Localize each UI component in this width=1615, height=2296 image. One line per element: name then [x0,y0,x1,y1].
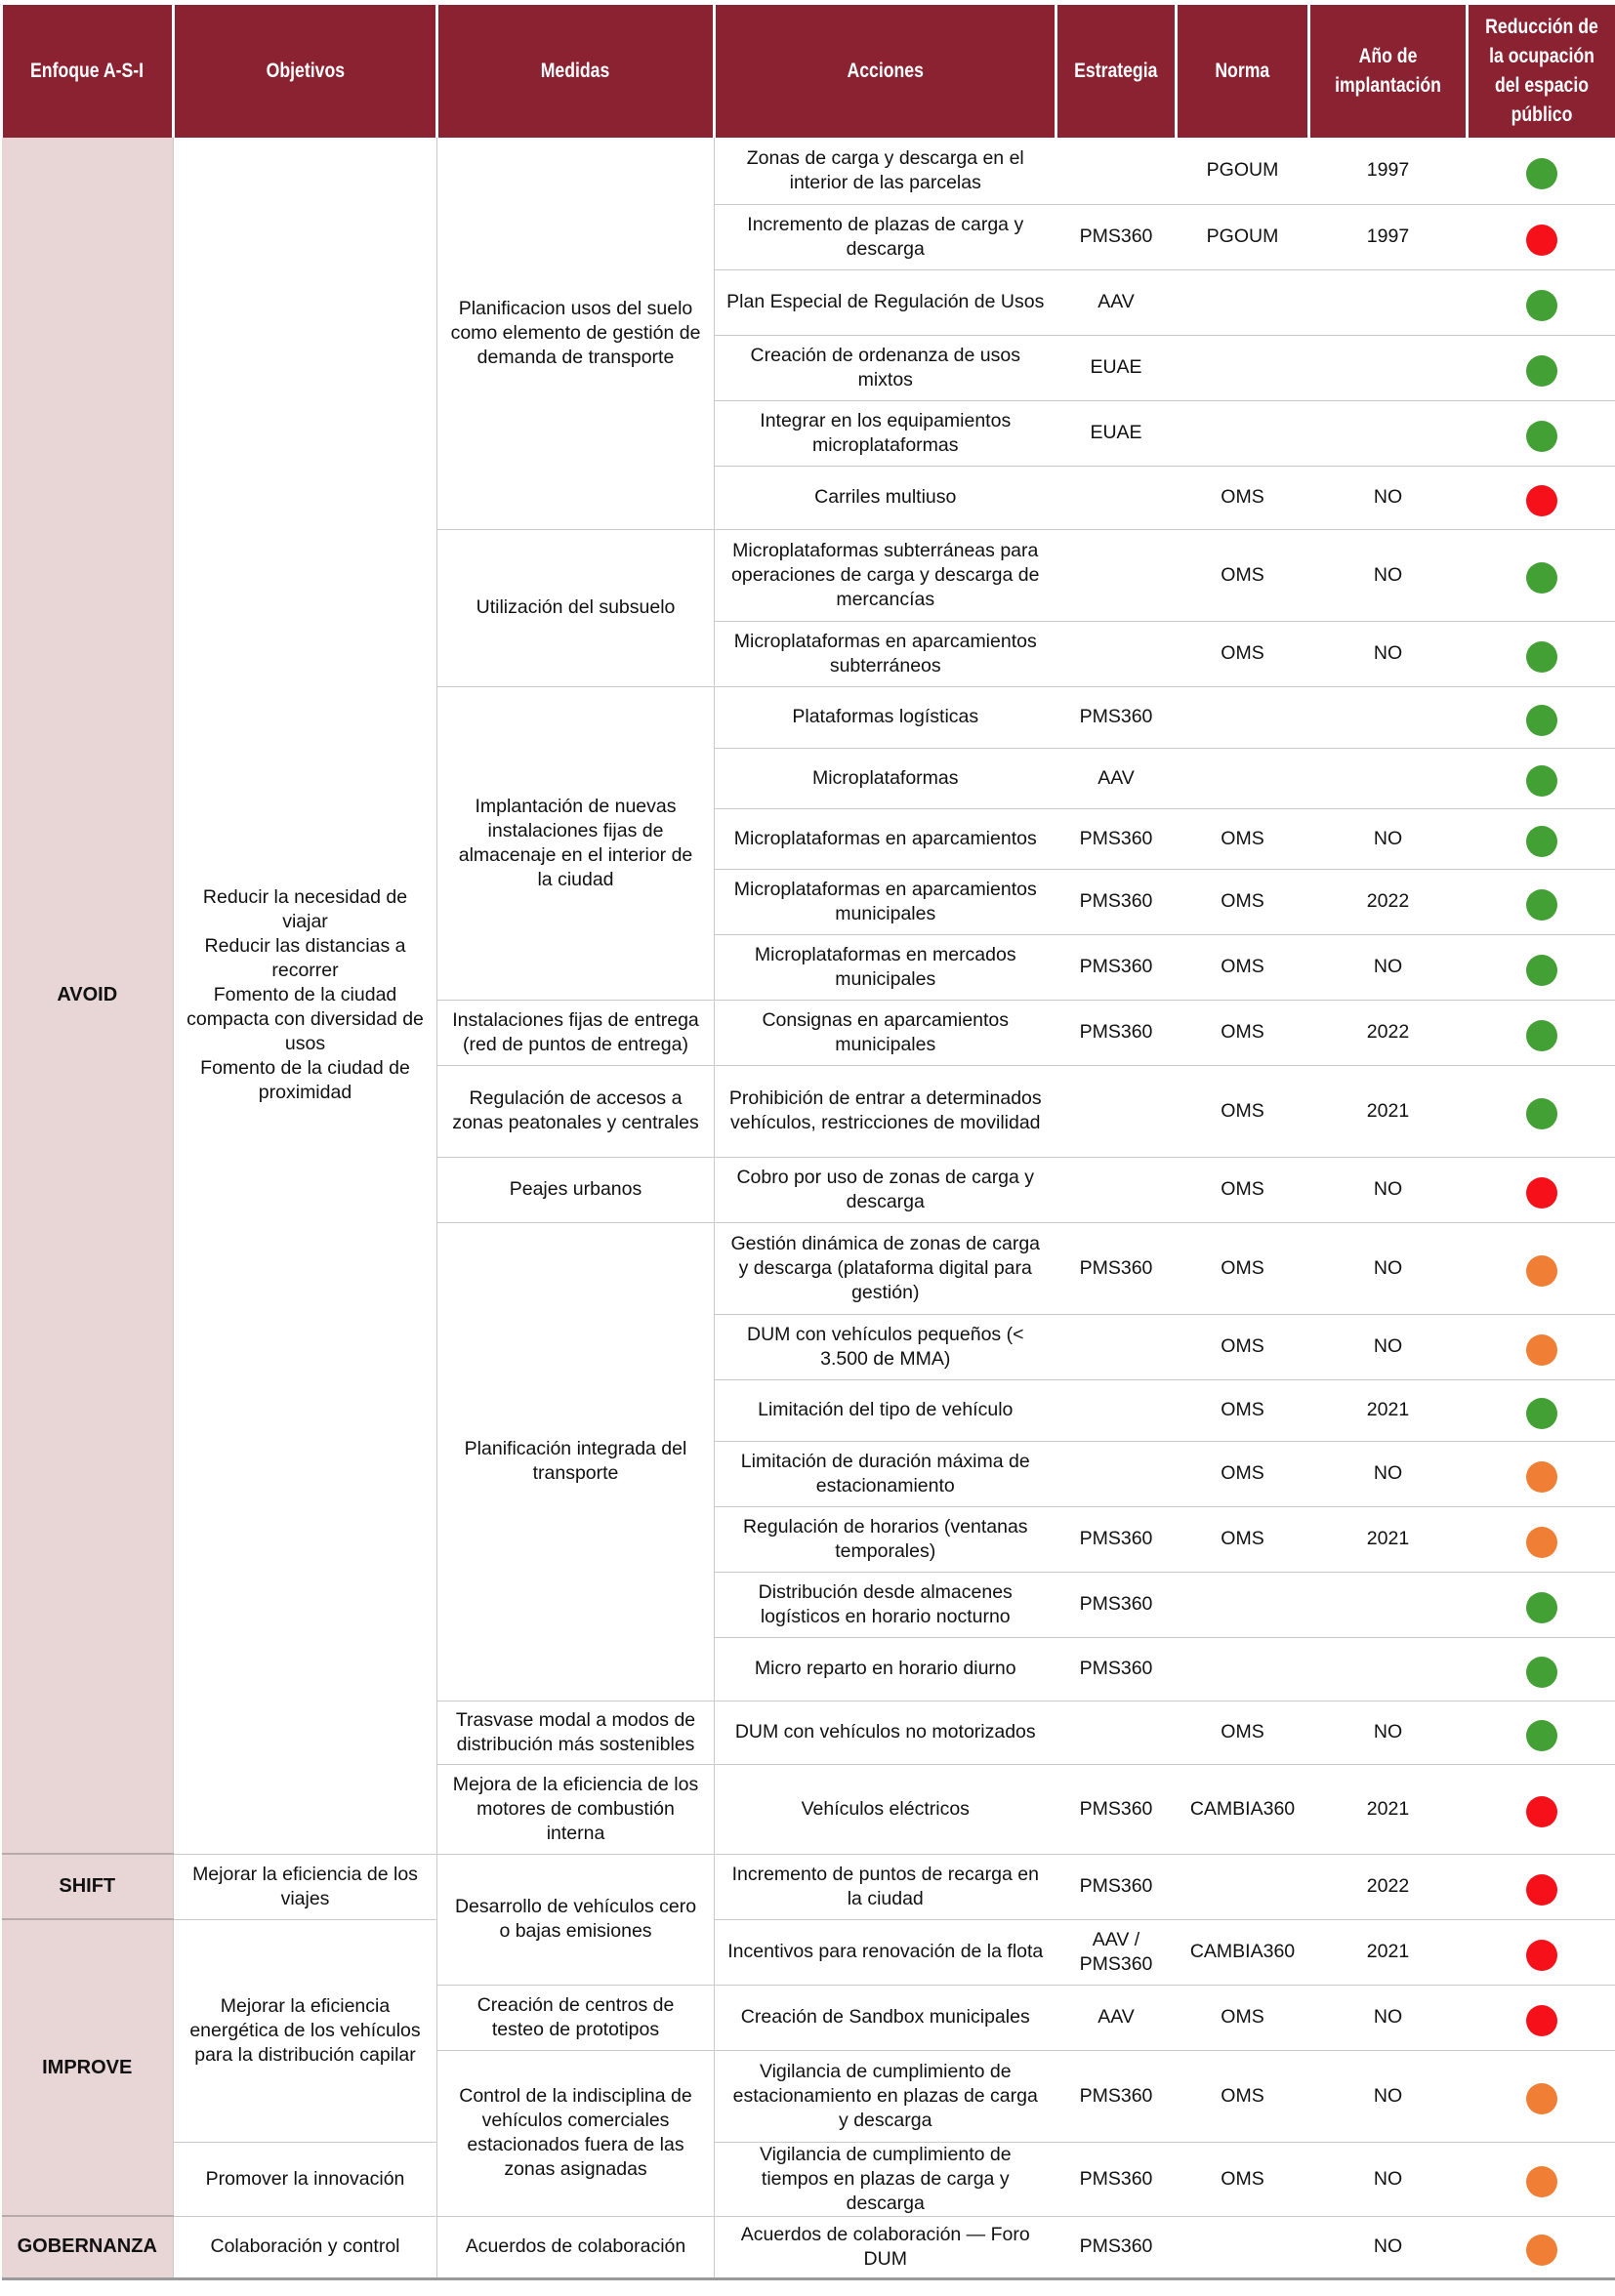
medida-cell: Planificacion usos del suelo como elemento de gestión de demanda de transporte [437,138,715,529]
table-row [2,138,1615,204]
medida-cell: Trasvase modal a modos de distribución más sostenibles [437,1701,715,1764]
norma-cell: OMS [1177,1222,1309,1314]
estrategia-cell [1056,1441,1177,1506]
enfoque-cell: SHIFT [2,1854,174,1919]
header-estrategia: Estrategia [1056,5,1177,138]
medida-cell: Mejora de la eficiencia de los motores de combustión interna [437,1764,715,1854]
accion-cell: Gestión dinámica de zonas de carga y descarga (plataforma digital para gestión) [715,1222,1056,1314]
anio-cell [1309,686,1468,748]
estrategia-cell: AAV [1056,1985,1177,2050]
measures-table [0,5,1615,2280]
status-dot-green [1526,562,1557,594]
reduccion-cell [1468,1701,1615,1764]
estrategia-cell [1056,529,1177,621]
estrategia-cell: EUAE [1056,400,1177,466]
estrategia-cell: PMS360 [1056,686,1177,748]
table-row [2,1854,1615,1919]
header-reduccion: Reducción de la ocupación del espacio público [1468,5,1615,138]
table-row [2,1919,1615,1985]
anio-cell: NO [1309,808,1468,869]
norma-cell: CAMBIA360 [1177,1764,1309,1854]
anio-cell: NO [1309,934,1468,1000]
estrategia-cell: PMS360 [1056,1506,1177,1572]
norma-cell: OMS [1177,466,1309,529]
estrategia-cell [1056,1314,1177,1379]
status-dot-orange [1526,1334,1557,1366]
estrategia-cell: PMS360 [1056,1000,1177,1065]
accion-cell: Integrar en los equipamientos microplataformas [715,400,1056,466]
reduccion-cell [1468,1637,1615,1701]
accion-cell: Microplataformas en aparcamientos [715,808,1056,869]
reduccion-cell [1468,686,1615,748]
medida-cell: Regulación de accesos a zonas peatonales y centrales [437,1065,715,1157]
reduccion-cell [1468,1919,1615,1985]
estrategia-cell: PMS360 [1056,204,1177,269]
estrategia-cell: PMS360 [1056,1854,1177,1919]
header-anio: Año de implantación [1309,5,1468,138]
status-dot-green [1526,421,1557,452]
norma-cell [1177,400,1309,466]
reduccion-cell [1468,748,1615,808]
enfoque-cell: GOBERNANZA [2,2216,174,2278]
header-objetivos: Objetivos [174,5,437,138]
table-row [2,2142,1615,2216]
status-dot-red [1526,485,1557,516]
reduccion-cell [1468,1065,1615,1157]
accion-cell: Vigilancia de cumplimiento de tiempos en plazas de carga y descarga [715,2142,1056,2216]
estrategia-cell: EUAE [1056,335,1177,400]
anio-cell: 1997 [1309,138,1468,204]
accion-cell: Vehículos eléctricos [715,1764,1056,1854]
medida-cell: Creación de centros de testeo de prototipos [437,1985,715,2050]
accion-cell: Vigilancia de cumplimiento de estacionamiento en plazas de carga y descarga [715,2050,1056,2142]
anio-cell [1309,1637,1468,1701]
anio-cell: NO [1309,1314,1468,1379]
anio-cell: NO [1309,2216,1468,2278]
reduccion-cell [1468,529,1615,621]
accion-cell: Incremento de puntos de recarga en la ciudad [715,1854,1056,1919]
anio-cell: NO [1309,2142,1468,2216]
anio-cell: 2021 [1309,1764,1468,1854]
anio-cell [1309,335,1468,400]
reduccion-cell [1468,269,1615,335]
accion-cell: Prohibición de entrar a determinados vehículos, restricciones de movilidad [715,1065,1056,1157]
norma-cell: OMS [1177,1506,1309,1572]
status-dot-red [1526,225,1557,256]
estrategia-cell [1056,138,1177,204]
reduccion-cell [1468,2216,1615,2278]
reduccion-cell [1468,2050,1615,2142]
accion-cell: Microplataformas en aparcamientos subterráneos [715,621,1056,686]
anio-cell: 2022 [1309,1854,1468,1919]
estrategia-cell [1056,466,1177,529]
status-dot-orange [1526,1461,1557,1493]
accion-cell: Plan Especial de Regulación de Usos [715,269,1056,335]
estrategia-cell: PMS360 [1056,869,1177,934]
estrategia-cell: PMS360 [1056,808,1177,869]
anio-cell: NO [1309,1701,1468,1764]
reduccion-cell [1468,869,1615,934]
anio-cell [1309,748,1468,808]
norma-cell: OMS [1177,1701,1309,1764]
reduccion-cell [1468,934,1615,1000]
anio-cell: 2022 [1309,1000,1468,1065]
norma-cell: OMS [1177,869,1309,934]
accion-cell: DUM con vehículos no motorizados [715,1701,1056,1764]
estrategia-cell: PMS360 [1056,1222,1177,1314]
status-dot-green [1526,641,1557,673]
reduccion-cell [1468,621,1615,686]
norma-cell: OMS [1177,934,1309,1000]
anio-cell: NO [1309,2050,1468,2142]
accion-cell: Limitación de duración máxima de estacionamiento [715,1441,1056,1506]
status-dot-green [1526,1657,1557,1688]
anio-cell [1309,1572,1468,1637]
anio-cell: NO [1309,621,1468,686]
estrategia-cell: PMS360 [1056,1572,1177,1637]
status-dot-red [1526,1177,1557,1209]
reduccion-cell [1468,1506,1615,1572]
anio-cell: NO [1309,1222,1468,1314]
status-dot-green [1526,158,1557,189]
medida-cell: Peajes urbanos [437,1157,715,1222]
status-dot-green [1526,290,1557,321]
accion-cell: Limitación del tipo de vehículo [715,1379,1056,1441]
anio-cell: NO [1309,1441,1468,1506]
status-dot-green [1526,826,1557,857]
objetivo-cell: Promover la innovación [174,2142,437,2216]
objetivo-cell: Mejorar la eficiencia de los viajes [174,1854,437,1919]
accion-cell: Cobro por uso de zonas de carga y descarga [715,1157,1056,1222]
medida-cell: Acuerdos de colaboración [437,2216,715,2278]
estrategia-cell: PMS360 [1056,2142,1177,2216]
estrategia-cell: AAV / PMS360 [1056,1919,1177,1985]
reduccion-cell [1468,1314,1615,1379]
status-dot-orange [1526,2083,1557,2114]
accion-cell: Microplataformas en mercados municipales [715,934,1056,1000]
reduccion-cell [1468,335,1615,400]
accion-cell: Microplataformas en aparcamientos municipales [715,869,1056,934]
anio-cell: NO [1309,529,1468,621]
estrategia-cell [1056,1157,1177,1222]
accion-cell: Acuerdos de colaboración — Foro DUM [715,2216,1056,2278]
anio-cell: NO [1309,1157,1468,1222]
accion-cell: Incentivos para renovación de la flota [715,1919,1056,1985]
norma-cell: OMS [1177,2050,1309,2142]
medida-cell: Implantación de nuevas instalaciones fijas de almacenaje en el interior de la ciudad [437,686,715,1000]
accion-cell: DUM con vehículos pequeños (< 3.500 de MMA) [715,1314,1056,1379]
estrategia-cell: PMS360 [1056,1637,1177,1701]
norma-cell: OMS [1177,1157,1309,1222]
reduccion-cell [1468,1854,1615,1919]
medida-cell: Desarrollo de vehículos cero o bajas emisiones [437,1854,715,1985]
accion-cell: Microplataformas subterráneas para operaciones de carga y descarga de mercancías [715,529,1056,621]
status-dot-green [1526,1020,1557,1051]
objetivo-cell: Mejorar la eficiencia energética de los vehículos para la distribución capilar [174,1919,437,2142]
estrategia-cell: PMS360 [1056,2216,1177,2278]
norma-cell: OMS [1177,1379,1309,1441]
objetivo-cell: Colaboración y control [174,2216,437,2278]
accion-cell: Zonas de carga y descarga en el interior de las parcelas [715,138,1056,204]
norma-cell [1177,335,1309,400]
anio-cell: NO [1309,466,1468,529]
norma-cell [1177,2216,1309,2278]
reduccion-cell [1468,1572,1615,1637]
status-dot-green [1526,889,1557,921]
norma-cell: OMS [1177,2142,1309,2216]
status-dot-green [1526,1398,1557,1429]
status-dot-green [1526,705,1557,736]
status-dot-green [1526,1098,1557,1129]
norma-cell [1177,1854,1309,1919]
reduccion-cell [1468,138,1615,204]
reduccion-cell [1468,808,1615,869]
estrategia-cell: AAV [1056,748,1177,808]
estrategia-cell [1056,621,1177,686]
medida-cell: Control de la indisciplina de vehículos comerciales estacionados fuera de las zonas asignadas [437,2050,715,2216]
status-dot-red [1526,1940,1557,1971]
estrategia-cell: PMS360 [1056,1764,1177,1854]
status-dot-green [1526,1720,1557,1751]
enfoque-cell: IMPROVE [2,1919,174,2216]
norma-cell: OMS [1177,1985,1309,2050]
status-dot-green [1526,355,1557,387]
reduccion-cell [1468,1000,1615,1065]
norma-cell [1177,269,1309,335]
status-dot-orange [1526,2234,1557,2266]
medida-cell: Utilización del subsuelo [437,529,715,686]
accion-cell: Carriles multiuso [715,466,1056,529]
estrategia-cell [1056,1701,1177,1764]
reduccion-cell [1468,1764,1615,1854]
estrategia-cell: PMS360 [1056,934,1177,1000]
header-acciones: Acciones [715,5,1056,138]
medida-cell: Planificación integrada del transporte [437,1222,715,1701]
header-row [2,5,1615,138]
norma-cell [1177,1637,1309,1701]
anio-cell [1309,400,1468,466]
reduccion-cell [1468,1379,1615,1441]
accion-cell: Regulación de horarios (ventanas temporales) [715,1506,1056,1572]
header-medidas: Medidas [437,5,715,138]
estrategia-cell: AAV [1056,269,1177,335]
norma-cell: OMS [1177,1314,1309,1379]
accion-cell: Consignas en aparcamientos municipales [715,1000,1056,1065]
accion-cell: Incremento de plazas de carga y descarga [715,204,1056,269]
accion-cell: Creación de Sandbox municipales [715,1985,1056,2050]
norma-cell: OMS [1177,1065,1309,1157]
anio-cell: 2021 [1309,1919,1468,1985]
status-dot-orange [1526,2166,1557,2197]
accion-cell: Micro reparto en horario diurno [715,1637,1056,1701]
norma-cell: OMS [1177,529,1309,621]
anio-cell: NO [1309,1985,1468,2050]
status-dot-green [1526,955,1557,986]
status-dot-red [1526,2005,1557,2036]
estrategia-cell: PMS360 [1056,2050,1177,2142]
anio-cell: 2021 [1309,1506,1468,1572]
enfoque-cell: AVOID [2,138,174,1854]
objetivo-cell: Reducir la necesidad de viajar Reducir las distancias a recorrer Fomento de la ciudad compacta con diversidad de usos Fomento de la ciudad de proximidad [174,138,437,1854]
estrategia-cell [1056,1379,1177,1441]
norma-cell [1177,686,1309,748]
norma-cell [1177,748,1309,808]
status-dot-orange [1526,1527,1557,1558]
anio-cell: 1997 [1309,204,1468,269]
anio-cell: 2021 [1309,1379,1468,1441]
reduccion-cell [1468,1222,1615,1314]
reduccion-cell [1468,400,1615,466]
reduccion-cell [1468,204,1615,269]
anio-cell: 2022 [1309,869,1468,934]
table-row [2,2216,1615,2278]
anio-cell: 2021 [1309,1065,1468,1157]
status-dot-green [1526,765,1557,797]
reduccion-cell [1468,1157,1615,1222]
accion-cell: Microplataformas [715,748,1056,808]
norma-cell: OMS [1177,808,1309,869]
header-enfoque: Enfoque A-S-I [2,5,174,138]
reduccion-cell [1468,466,1615,529]
accion-cell: Plataformas logísticas [715,686,1056,748]
status-dot-red [1526,1796,1557,1827]
header-norma: Norma [1177,5,1309,138]
norma-cell: PGOUM [1177,138,1309,204]
reduccion-cell [1468,1441,1615,1506]
norma-cell: CAMBIA360 [1177,1919,1309,1985]
norma-cell [1177,1572,1309,1637]
estrategia-cell [1056,1065,1177,1157]
reduccion-cell [1468,1985,1615,2050]
status-dot-orange [1526,1255,1557,1287]
norma-cell: OMS [1177,621,1309,686]
medida-cell: Instalaciones fijas de entrega (red de puntos de entrega) [437,1000,715,1065]
reduccion-cell [1468,2142,1615,2216]
accion-cell: Creación de ordenanza de usos mixtos [715,335,1056,400]
anio-cell [1309,269,1468,335]
accion-cell: Distribución desde almacenes logísticos en horario nocturno [715,1572,1056,1637]
norma-cell: PGOUM [1177,204,1309,269]
norma-cell: OMS [1177,1000,1309,1065]
status-dot-red [1526,1874,1557,1906]
status-dot-green [1526,1592,1557,1623]
norma-cell: OMS [1177,1441,1309,1506]
